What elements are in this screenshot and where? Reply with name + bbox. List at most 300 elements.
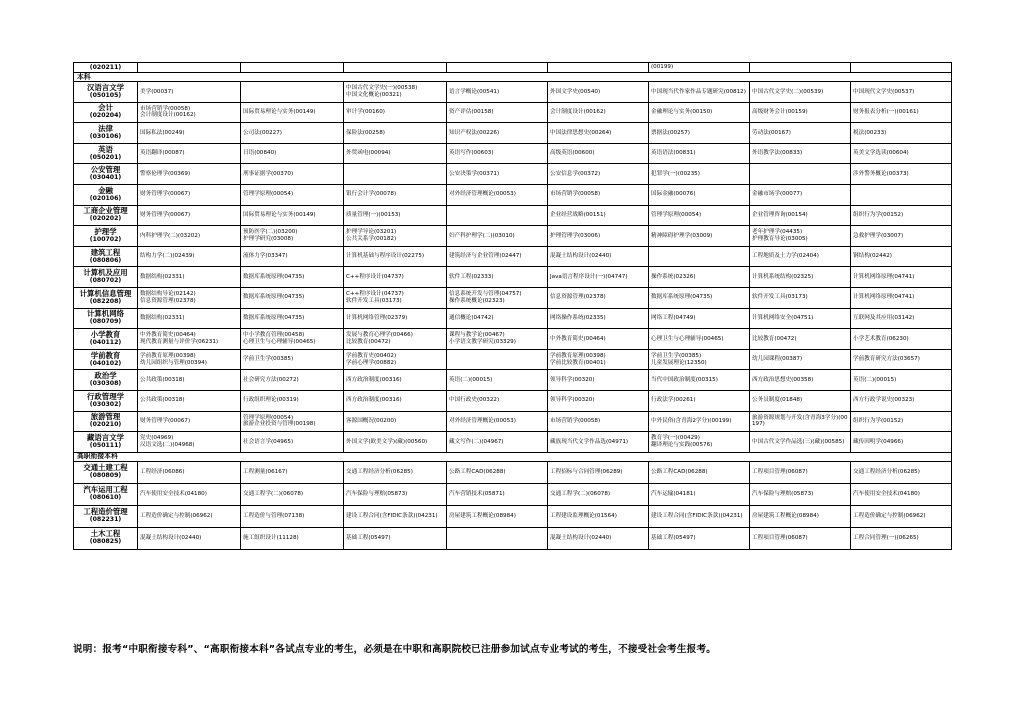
course-cell (548, 123, 649, 144)
course-text: 幼儿园课程(00387) (752, 356, 803, 363)
course-cell (649, 527, 750, 549)
course-text: 银行会计学(00078) (346, 191, 397, 198)
course-cell (241, 411, 344, 432)
course-text: 英语(二)(00015) (449, 376, 493, 383)
course-cell (548, 102, 649, 123)
course-text: 英语语法(00831) (651, 150, 696, 157)
course-text: 对外经济管理概论(00053) (449, 191, 516, 198)
course-cell (447, 411, 548, 432)
course-cell (241, 184, 344, 205)
major-code: (020211) (89, 63, 122, 71)
course-cell (851, 205, 952, 226)
course-text: 信息资源管理(02378) (550, 294, 606, 301)
course-text: 护理学导论(03201) (346, 229, 397, 236)
course-text: 中国古代文学史(一)(00538) (346, 85, 418, 92)
course-cell (344, 82, 447, 103)
course-cell (548, 308, 649, 329)
course-cell (750, 349, 851, 370)
course-text: 工程造价确定与控制(06962) (853, 512, 926, 519)
course-text: 社会研究方法(00272) (243, 376, 299, 383)
major-name: 计算机及应用 (83, 268, 128, 278)
course-cell (138, 267, 241, 288)
course-cell (241, 226, 344, 247)
course-text: 预防医学(二)(03200) (243, 229, 298, 236)
course-cell (344, 505, 447, 527)
course-text: 企业管理咨询(00154) (752, 212, 808, 219)
course-text: 计算机网络管理(02379) (346, 315, 408, 322)
course-text: 外语教学法(00833) (752, 150, 803, 157)
course-text: 学前教育原理(00398) (140, 352, 196, 359)
course-cell (447, 205, 548, 226)
course-cell (548, 432, 649, 453)
course-text: 会计制度设计(00162) (550, 109, 606, 116)
course-text: 管理学原理(00054) (243, 191, 294, 198)
course-cell (138, 308, 241, 329)
table-row (74, 164, 952, 185)
section-label: 高职衔接本科 (74, 452, 952, 461)
course-text: 交通工程经济分析(06285) (853, 468, 920, 475)
course-cell (241, 102, 344, 123)
course-cell (649, 461, 750, 483)
major-name: 建筑工程 (90, 247, 121, 257)
major-name: 藏语言文学 (87, 432, 124, 442)
major-cell (74, 123, 138, 144)
course-text: 公共政策(00318) (140, 376, 185, 383)
course-cell (447, 329, 548, 350)
course-cell (447, 164, 548, 185)
course-text: 混凝土结构设计(02440) (140, 534, 202, 541)
course-cell (241, 143, 344, 164)
major-cell (74, 461, 138, 483)
course-cell (750, 390, 851, 411)
course-text: 旅游资源规划与开发(含青海3学分)(00197) (752, 414, 848, 428)
course-text: 保险法(00258) (346, 129, 385, 136)
course-text: 财务管理学(00067) (140, 212, 191, 219)
major-cell (74, 432, 138, 453)
course-text: 西方政治制度(00316) (346, 397, 402, 404)
course-text: 学前教育史(00402) (346, 352, 397, 359)
table-row (74, 308, 952, 329)
course-text: 藏传因明学(04966) (853, 438, 904, 445)
table-row (74, 370, 952, 391)
course-text: 学前心理学(00882) (346, 359, 397, 366)
course-text: 操作系统概论(02323) (449, 297, 505, 304)
course-text: 计算机网络原理(04741) (853, 273, 915, 280)
major-code: (080610) (89, 494, 122, 502)
course-text: 管理学原理(00054) (243, 414, 294, 421)
course-text: 财务管理学(00067) (140, 191, 191, 198)
course-cell (750, 411, 851, 432)
course-text: 操作系统(02326) (651, 273, 696, 280)
course-text: 学前教育研究方法(03657) (853, 356, 920, 363)
course-text: 比较教育(00472) (346, 338, 391, 345)
course-cell (750, 505, 851, 527)
table-row (74, 287, 952, 308)
course-text: 知识产权法(00226) (449, 129, 500, 136)
course-text: 数据库系统原理(04735) (243, 273, 305, 280)
course-text: 基础工程(05497) (346, 534, 391, 541)
course-text: 数据库系统原理(04735) (651, 294, 713, 301)
section-header-row (74, 73, 952, 82)
course-cell (649, 349, 750, 370)
course-cell (548, 390, 649, 411)
course-text: 工程项目管理(06087) (752, 534, 808, 541)
course-cell (851, 102, 952, 123)
course-text: 票据法(00257) (651, 129, 690, 136)
course-cell (548, 205, 649, 226)
table-row (74, 329, 952, 350)
course-text: 儿童发展理论(12350) (651, 359, 707, 366)
section-label: 本科 (74, 73, 952, 82)
course-text: 内科护理学(二)(03202) (140, 232, 201, 239)
course-text: C++程序设计(04737) (346, 273, 404, 280)
course-cell (344, 483, 447, 505)
course-cell (649, 184, 750, 205)
course-text: 翻译理论与实践(00576) (651, 441, 713, 448)
major-code: (020106) (89, 194, 122, 202)
major-cell (74, 287, 138, 308)
course-text: 计算机网络安全(04751) (752, 315, 814, 322)
course-text: 基础工程(05497) (651, 534, 696, 541)
course-text: 西方政治思想史(00358) (752, 376, 814, 383)
course-cell (447, 102, 548, 123)
course-cell (344, 349, 447, 370)
table-row (74, 349, 952, 370)
major-name: 金融 (98, 185, 113, 195)
course-text: 计算机基础与程序设计(02275) (346, 253, 425, 260)
course-text: 中国古代文学史(二)(00539) (752, 88, 824, 95)
course-cell (649, 287, 750, 308)
course-text: 市场营销学(00058) (140, 105, 191, 112)
course-cell (138, 143, 241, 164)
course-text: 数据库系统原理(04735) (243, 315, 305, 322)
course-text: 对外经济管理概论(00053) (449, 418, 516, 424)
major-code: (040112) (89, 338, 122, 346)
course-text: 工程招标与合同管理(06289) (550, 468, 623, 475)
course-cell (447, 370, 548, 391)
course-cell (344, 123, 447, 144)
course-text: 中国古代文学作品选(三)(藏)(00585) (752, 438, 845, 445)
course-cell (344, 63, 447, 73)
course-text: 市场营销学(00058) (550, 191, 601, 198)
course-text: 工程经济(06086) (140, 468, 185, 475)
course-cell (750, 226, 851, 247)
course-text: 急救护理学(03007) (853, 232, 904, 239)
course-cell (447, 226, 548, 247)
course-text: 信息资源管理(02378) (140, 297, 196, 304)
course-cell (548, 246, 649, 267)
schedule-sheet (73, 62, 951, 550)
course-cell (447, 308, 548, 329)
course-cell (138, 505, 241, 527)
course-text: 语言学概论(00541) (449, 88, 500, 95)
course-cell (447, 184, 548, 205)
course-cell (138, 123, 241, 144)
course-cell (241, 287, 344, 308)
major-code: (020210) (89, 421, 122, 429)
course-cell (138, 226, 241, 247)
course-cell (548, 143, 649, 164)
major-name: 会计 (98, 103, 113, 113)
course-cell (649, 205, 750, 226)
course-text: 旅游企业投资与管理(00198) (243, 421, 316, 428)
course-text: 警察伦理学(00369) (140, 170, 191, 177)
course-cell (241, 63, 344, 73)
course-cell (750, 329, 851, 350)
table-row (74, 267, 952, 288)
course-text: 发展与教育心理学(00466) (346, 332, 413, 339)
course-text: 公安信息学(00372) (550, 170, 601, 177)
course-text: 汽车运输(04181) (651, 490, 696, 497)
course-text: 中国法律思想史(00264) (550, 129, 612, 136)
table-row (74, 411, 952, 432)
course-cell (344, 205, 447, 226)
course-text: 中小学教育管理(00458) (243, 332, 305, 339)
course-text: 数据结构(02331) (140, 273, 185, 280)
course-text: 党史(04969) (140, 435, 174, 442)
course-text: 工程测量(06167) (243, 468, 288, 475)
course-cell (548, 349, 649, 370)
course-text: 审计学(00160) (346, 109, 385, 116)
major-name: 小学教育 (90, 329, 121, 339)
table-row (74, 143, 952, 164)
major-name: 汉语言文学 (87, 82, 124, 92)
course-cell (138, 370, 241, 391)
course-text: 会计制度设计(00162) (140, 112, 196, 119)
course-text: 房屋建筑工程概论(08984) (449, 512, 516, 519)
course-text: 计算机网络原理(04741) (853, 294, 915, 301)
course-cell (548, 287, 649, 308)
course-text: 混凝土结构设计(02440) (550, 253, 612, 260)
table-row (74, 527, 952, 549)
course-text: 国际金融(00076) (651, 191, 696, 198)
course-text: 心理卫生与心理辅导(00465) (651, 335, 724, 342)
course-cell (241, 349, 344, 370)
major-name: 行政管理学 (87, 391, 124, 401)
major-cell (74, 184, 138, 205)
course-text: 金融理论与实务(00150) (651, 109, 713, 116)
course-cell (851, 184, 952, 205)
course-cell (344, 329, 447, 350)
course-cell (344, 246, 447, 267)
table-row (74, 483, 952, 505)
course-text: 网络工程(04749) (651, 315, 696, 322)
course-cell (750, 102, 851, 123)
course-text: 钢结构(02442) (853, 253, 892, 260)
table-row (74, 226, 952, 247)
major-code: (100702) (89, 235, 122, 243)
course-text: 通信概论(04742) (449, 315, 494, 322)
course-cell (851, 349, 952, 370)
course-text: Java语言程序设计(一)(04747) (550, 273, 628, 280)
course-cell (138, 102, 241, 123)
course-cell (649, 505, 750, 527)
course-cell (750, 461, 851, 483)
course-text: 财务管理学(00067) (140, 418, 191, 424)
course-cell (851, 287, 952, 308)
course-text: 西方行政学说史(00323) (853, 397, 915, 404)
course-cell (344, 267, 447, 288)
course-cell (138, 461, 241, 483)
course-text: 学前卫生学(00385) (243, 356, 294, 363)
course-text: 公路工程CAD(06288) (651, 468, 708, 475)
course-text: 房屋建筑工程概论(08984) (752, 512, 819, 519)
course-text: 学前比较教育(00401) (550, 359, 606, 366)
exam-schedule-table (73, 62, 952, 550)
course-text: 建设工程合同(含FIDIC条款)(04231) (346, 512, 438, 519)
course-cell (851, 246, 952, 267)
section-header-row (74, 452, 952, 461)
course-text: 管理学原理(00054) (651, 212, 702, 219)
major-name: 汽车运用工程 (83, 485, 128, 495)
major-cell (74, 102, 138, 123)
course-cell (851, 123, 952, 144)
course-cell (344, 461, 447, 483)
course-cell (750, 205, 851, 226)
course-cell (241, 267, 344, 288)
course-cell (344, 370, 447, 391)
major-cell (74, 205, 138, 226)
course-cell (138, 527, 241, 549)
major-name: 工商企业管理 (83, 206, 128, 216)
course-text: 精神障碍护理学(03009) (651, 232, 713, 239)
course-cell (750, 82, 851, 103)
course-cell (447, 461, 548, 483)
major-code: (080709) (89, 318, 122, 326)
major-cell (74, 390, 138, 411)
major-name: 计算机网络 (87, 309, 124, 319)
course-cell (548, 63, 649, 73)
course-cell (851, 143, 952, 164)
course-cell (750, 308, 851, 329)
course-text: 公路工程CAD(06288) (449, 468, 506, 475)
course-cell (241, 527, 344, 549)
course-cell (138, 483, 241, 505)
course-cell (138, 63, 241, 73)
course-text: 领导科学(00320) (550, 397, 595, 404)
table-row (74, 123, 952, 144)
course-text: 高级财务会计(00159) (752, 109, 808, 116)
table-row (74, 432, 952, 453)
major-name: 法律 (98, 123, 113, 133)
course-text: 课程与教学论(00467) (449, 332, 505, 339)
course-cell (750, 164, 851, 185)
course-text: 网络操作系统(02335) (550, 315, 606, 322)
major-cell (74, 411, 138, 432)
course-text: 护理教育导论(03005) (752, 235, 808, 242)
course-text: 心理卫生与心理辅导(00465) (243, 338, 316, 345)
course-text: 组织行为学(00152) (853, 212, 904, 219)
course-text: 建筑经济与企业管理(02447) (449, 253, 522, 260)
major-code: (020204) (89, 112, 122, 120)
course-text: C++程序设计(04737) (346, 291, 404, 298)
course-cell (750, 267, 851, 288)
course-text: 学前卫生学(00385) (651, 352, 702, 359)
major-cell (74, 82, 138, 103)
course-cell (344, 143, 447, 164)
course-text: 藏族现当代文学作品选(04971) (550, 438, 629, 445)
course-text: 中外教育简史(00464) (140, 332, 196, 339)
course-cell (649, 123, 750, 144)
course-text: 中国行政史(00322) (449, 397, 500, 404)
course-text: 财务报表分析(一)(00161) (853, 109, 919, 116)
major-code: (082208) (89, 297, 122, 305)
course-text: 英语(二)(00015) (853, 376, 897, 383)
course-cell (138, 246, 241, 267)
major-name: 护理学 (94, 226, 117, 236)
course-text: 高级英语(00600) (550, 150, 595, 157)
table-row (74, 246, 952, 267)
course-cell (548, 82, 649, 103)
course-cell (750, 483, 851, 505)
course-text: 数据库系统原理(04735) (243, 294, 305, 301)
course-cell (447, 63, 548, 73)
course-text: 当代中国政治制度(00315) (651, 376, 718, 383)
course-text: 老年护理学(04435) (752, 229, 803, 236)
course-text: 中国文化概论(00321) (346, 91, 402, 98)
table-row (74, 63, 952, 73)
course-cell (447, 246, 548, 267)
major-cell (74, 267, 138, 288)
course-cell (344, 390, 447, 411)
major-code: (082231) (89, 516, 122, 524)
course-cell (241, 390, 344, 411)
course-text: 信息系统开发与管理(04757) (449, 291, 522, 298)
course-text: 外贸函电(00094) (346, 150, 391, 157)
course-text: 外国文学史(00540) (550, 88, 601, 95)
course-text: 客源国概况(00200) (346, 418, 397, 424)
course-text: 组织行为学(00152) (853, 418, 904, 424)
course-text: 妇产科护理学(二)(03010) (449, 232, 515, 239)
course-text: 工程建设监理概论(01564) (550, 512, 617, 519)
table-row (74, 102, 952, 123)
course-cell (548, 370, 649, 391)
course-cell (447, 287, 548, 308)
course-cell (548, 505, 649, 527)
course-text: 领导科学(00320) (550, 376, 595, 383)
course-cell (344, 527, 447, 549)
course-cell (344, 164, 447, 185)
course-cell (447, 82, 548, 103)
course-text: 外国文学(欧美文学)(藏)(00560) (346, 438, 428, 445)
course-text: 中国现代文学史(00537) (853, 88, 915, 95)
course-cell (138, 205, 241, 226)
course-text: 护理学研究(03008) (243, 235, 294, 242)
course-cell (344, 287, 447, 308)
major-code: (020202) (89, 215, 122, 223)
course-cell (241, 308, 344, 329)
table-row (74, 184, 952, 205)
major-cell (74, 246, 138, 267)
course-text: 数据结构导论(02142) (140, 291, 196, 298)
course-cell (851, 370, 952, 391)
course-cell (649, 164, 750, 185)
course-text: 工程合同管理(一)(06265) (853, 534, 919, 541)
course-text: 公共关系学(00182) (346, 235, 397, 242)
major-cell (74, 483, 138, 505)
major-cell (74, 164, 138, 185)
table-row (74, 82, 952, 103)
course-text: 交通工程学(二)(06078) (243, 490, 304, 497)
course-text: 国际贸易理论与实务(00149) (243, 109, 316, 116)
course-cell (851, 329, 952, 350)
course-cell (750, 246, 851, 267)
table-row (74, 390, 952, 411)
course-text: 小学语文教学研究(03329) (449, 338, 516, 345)
major-code: (080702) (89, 277, 122, 285)
course-text: 学前教育原理(00398) (550, 352, 606, 359)
course-cell (649, 411, 750, 432)
